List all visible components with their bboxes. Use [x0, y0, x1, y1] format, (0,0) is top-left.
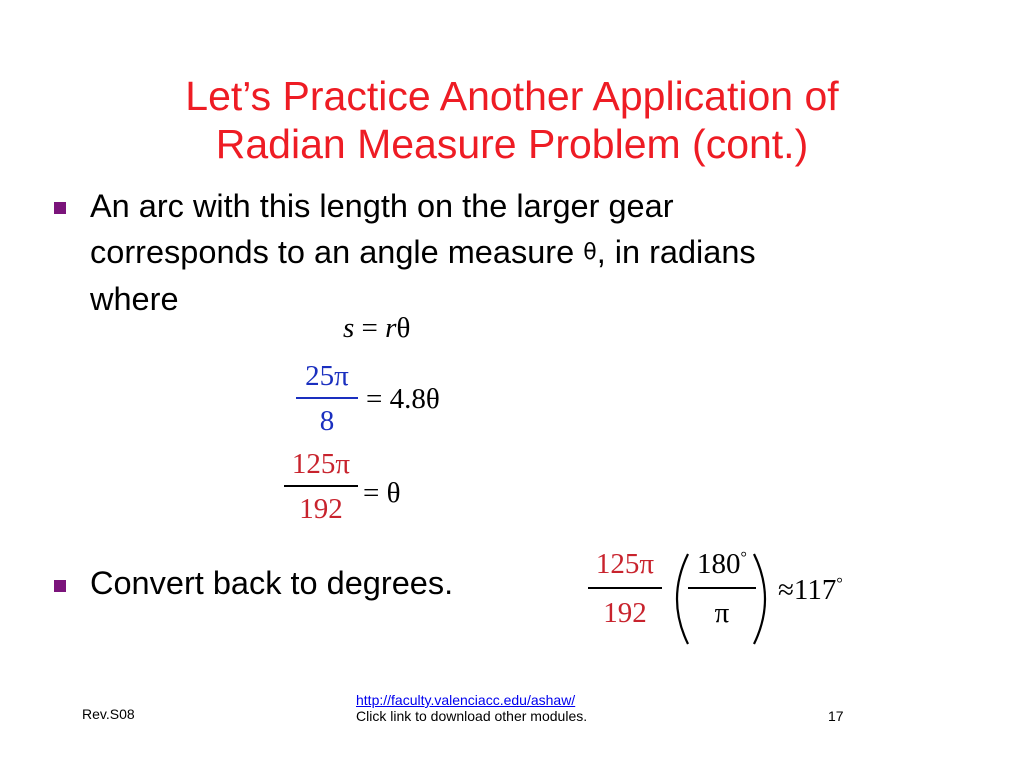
page-number: 17 — [828, 708, 844, 724]
theta-symbol: θ — [583, 240, 597, 265]
eq3-rhs: = θ — [363, 477, 401, 509]
bullet-1-line-3: where — [90, 281, 179, 317]
conv-denominator: 192 — [603, 597, 647, 629]
eq3-numerator: 125π — [291, 448, 351, 480]
bullet-2-text: Convert back to degrees. — [90, 565, 454, 601]
bullet-1-line-2-end: , in radians — [596, 234, 756, 270]
bullet-1-text — [90, 183, 970, 322]
approx-symbol: ≈ — [778, 574, 794, 606]
slide-title — [0, 72, 1024, 168]
conv-fraction-bar — [588, 587, 662, 589]
eq2-rhs: = 4.8θ — [366, 383, 440, 415]
conv-inner-numerator — [688, 550, 756, 579]
degree-mark: ° — [740, 549, 747, 567]
conv-numerator: 125π — [595, 548, 655, 580]
eq2-numerator: 25π — [305, 360, 349, 392]
footer-link-block — [356, 692, 587, 724]
bullet-marker — [54, 580, 66, 592]
eq1-equals: = — [361, 312, 378, 344]
equation-degree-conversion — [588, 550, 878, 650]
eq3-denominator: 192 — [299, 493, 343, 525]
result-degree-mark: ° — [836, 575, 843, 593]
conv-result-value: 117 — [793, 574, 837, 606]
equation-arc-length — [343, 312, 410, 345]
conv-result — [778, 574, 843, 607]
revision-label: Rev.S08 — [82, 706, 135, 722]
conv-inner-fraction — [688, 550, 756, 628]
eq2-denominator: 8 — [319, 405, 335, 437]
modules-link[interactable]: http://faculty.valenciacc.edu/ashaw/ — [356, 692, 576, 708]
eq1-s: s — [343, 312, 355, 344]
bullet-1-line-1: An arc with this length on the larger gear — [90, 188, 674, 224]
eq3-fraction — [284, 450, 358, 524]
equation-substitution — [296, 362, 496, 442]
eq1-theta: θ — [396, 312, 411, 344]
eq2-fraction — [296, 362, 358, 436]
conv-inner-denominator: π — [714, 597, 730, 629]
bullet-1-line-2-start: corresponds to an angle measure — [90, 234, 584, 270]
conv-inner-fraction-bar — [688, 587, 756, 589]
eq2-fraction-bar — [296, 397, 358, 399]
link-caption: Click link to download other modules. — [356, 708, 588, 724]
conv-fraction — [588, 550, 662, 628]
title-line-2: Radian Measure Problem (cont.) — [215, 121, 809, 167]
conv-inner-numerator-value: 180 — [697, 548, 741, 580]
bullet-marker — [54, 202, 66, 214]
title-line-1: Let’s Practice Another Application of — [185, 73, 839, 119]
eq3-fraction-bar — [284, 485, 358, 487]
eq1-r: r — [385, 312, 397, 344]
equation-solved — [284, 450, 484, 530]
